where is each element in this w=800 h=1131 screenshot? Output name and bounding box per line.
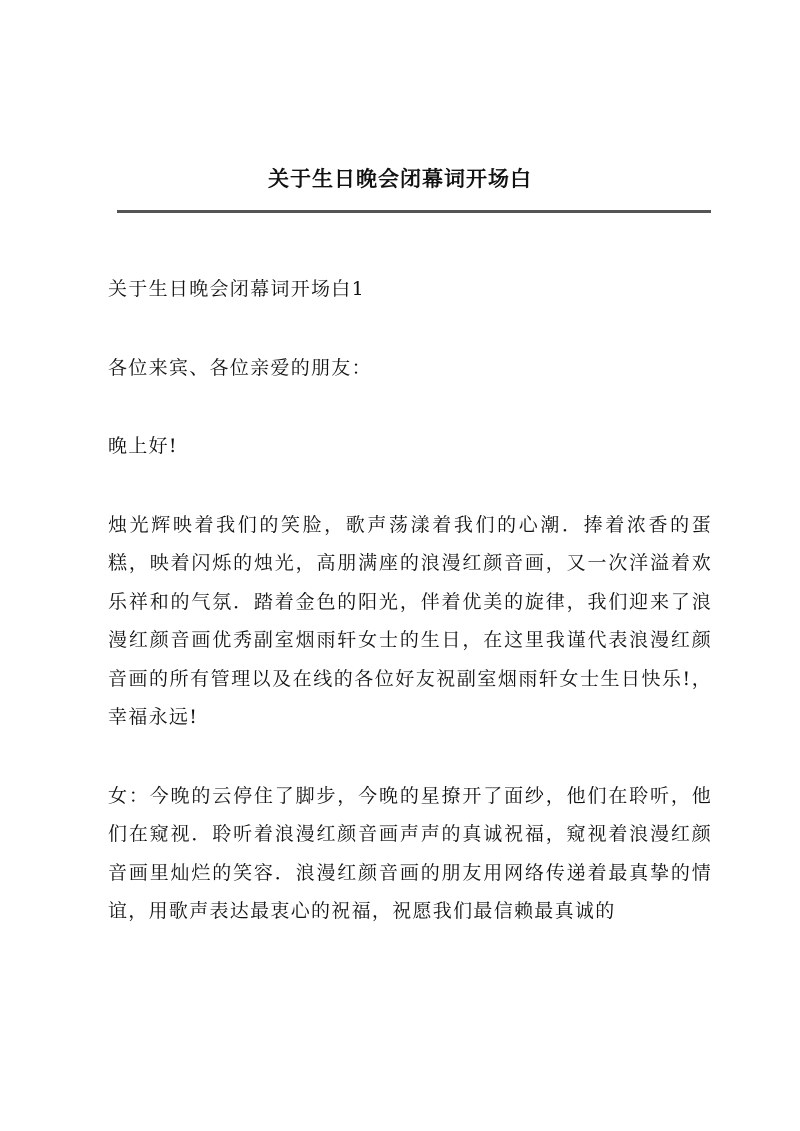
body-paragraph: 烛光辉映着我们的笑脸，歌声荡漾着我们的心潮．捧着浓香的蛋糕，映着闪烁的烛光，高朋满座的浪漫红颜音画，又一次洋溢着欢乐祥和的气氛．踏着金色的阳光，伴着优美的旋律，我们迎来了浪漫红颜音画优秀副室烟雨轩女士的生日，在这里我谨代表浪漫红颜音画的所有管理以及在线的各位好友祝副室烟雨轩女士生日快乐!，幸福永远! — [108, 513, 712, 728]
greeting: 晚上好! — [108, 435, 178, 457]
document-body — [108, 270, 712, 931]
document-title: 关于生日晚会闭幕词开场白 — [268, 166, 532, 191]
body-paragraph: 女：今晚的云停住了脚步，今晚的星撩开了面纱，他们在聆听，他们在窥视．聆听着浪漫红颜音画声声的真诚祝福，窥视着浪漫红颜音画里灿烂的笑容．浪漫红颜音画的朋友用网络传递着最真挚的情谊，用歌声表达最衷心的祝福，祝愿我们最信赖最真诚的 — [108, 784, 712, 922]
title-divider — [117, 210, 711, 213]
salutation: 各位来宾、各位亲爱的朋友： — [108, 356, 372, 379]
section-heading: 关于生日晚会闭幕词开场白1 — [108, 278, 365, 300]
